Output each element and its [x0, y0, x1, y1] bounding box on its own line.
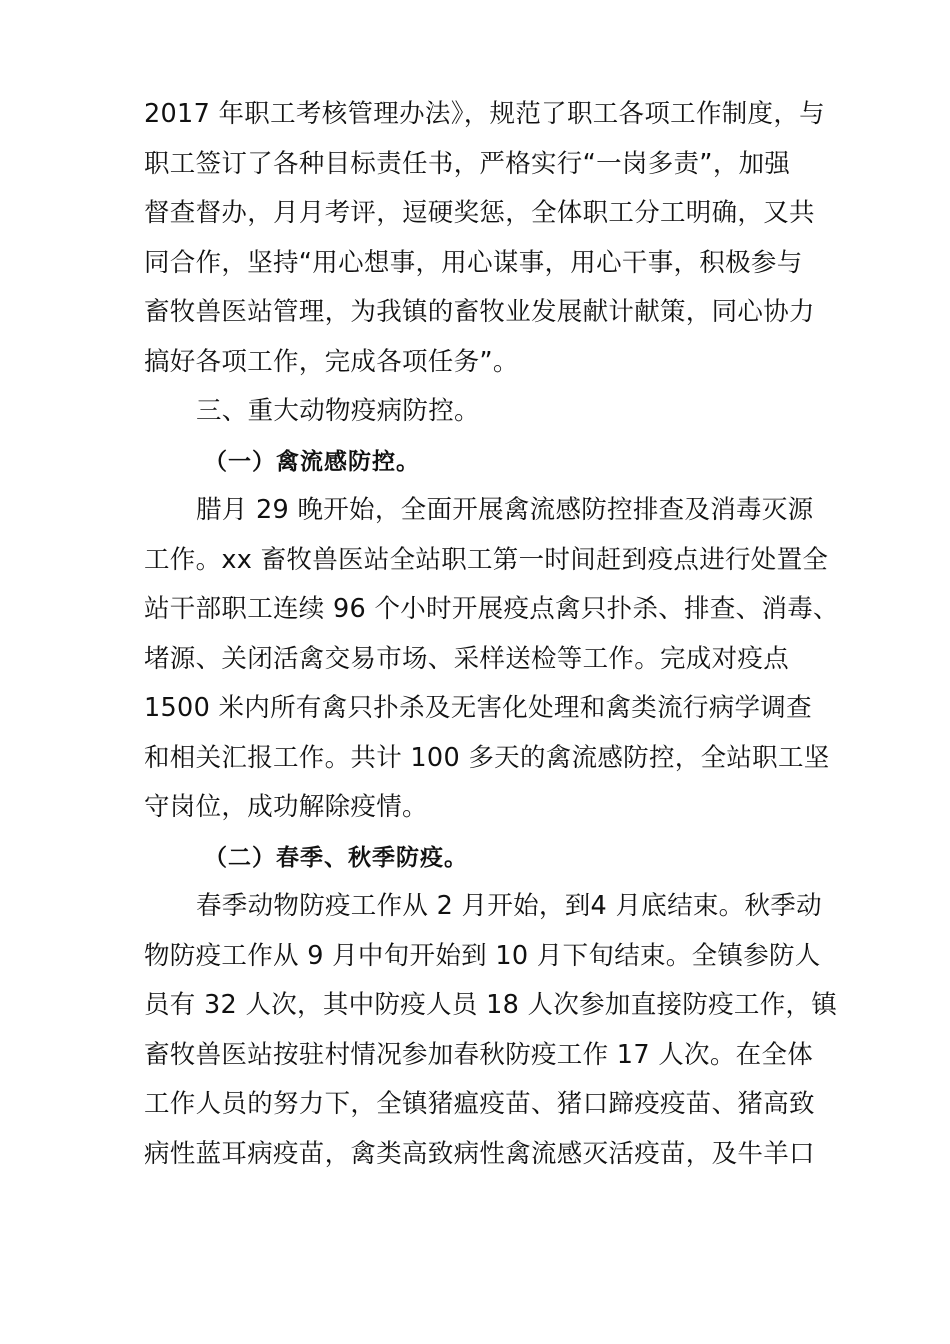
paragraph-line: 腊月 29 晚开始，全面开展禽流感防控排查及消毒灭源	[196, 495, 814, 525]
paragraph-line: 畜牧兽医站按驻村情况参加春秋防疫工作 17 人次。在全体	[144, 1039, 814, 1070]
paragraph-line: 和相关汇报工作。共计 100 多天的禽流感防控，全站职工坚	[144, 742, 830, 773]
document-body	[144, 90, 839, 1179]
subsection-title-seasonal: （二）春季、秋季防疫。	[204, 843, 468, 871]
paragraph-line: 春季动物防疫工作从 2 月开始，到4 月底结束。秋季动	[196, 891, 822, 921]
paragraph-seasonal-vaccination	[144, 882, 838, 1179]
section-title: 三、重大动物疫病防控。	[196, 396, 480, 426]
paragraph-line: 同合作，坚持“用心想事，用心谋事，用心干事，积极参与	[144, 247, 803, 278]
paragraph-line: 站干部职工连续 96 个小时开展疫点禽只扑杀、排查、消毒、	[144, 594, 839, 624]
paragraph-line: 病性蓝耳病疫苗，禽类高致病性禽流感灭活疫苗，及牛羊口	[144, 1138, 815, 1169]
subsection-title-avian-flu: （一）禽流感防控。	[204, 447, 420, 475]
paragraph-line: 督查督办，月月考评，逗硬奖惩，全体职工分工明确，又共	[144, 198, 815, 228]
paragraph-avian-flu	[144, 486, 839, 833]
paragraph-line: 1500 米内所有禽只扑杀及无害化处理和禽类流行病学调查	[144, 693, 812, 723]
paragraph-line: 2017 年职工考核管理办法》，规范了职工各项工作制度，与	[144, 99, 825, 129]
paragraph-line: 物防疫工作从 9 月中旬开始到 10 月下旬结束。全镇参防人	[144, 940, 821, 971]
paragraph-line: 工作人员的努力下，全镇猪瘟疫苗、猪口蹄疫疫苗、猪高致	[144, 1089, 815, 1119]
paragraph-line: 畜牧兽医站管理，为我镇的畜牧业发展献计献策，同心协力	[144, 297, 815, 327]
paragraph-line: 堵源、关闭活禽交易市场、采样送检等工作。完成对疫点	[144, 643, 790, 674]
paragraph-management	[144, 90, 825, 387]
paragraph-line: 工作。xx 畜牧兽医站全站职工第一时间赶到疫点进行处置全	[144, 544, 829, 575]
paragraph-line: 搞好各项工作，完成各项任务”。	[144, 346, 519, 377]
paragraph-line: 守岗位，成功解除疫情。	[144, 792, 428, 822]
paragraph-line: 员有 32 人次，其中防疫人员 18 人次参加直接防疫工作，镇	[144, 990, 838, 1020]
paragraph-line: 职工签订了各种目标责任书，严格实行“一岗多责”，加强	[144, 148, 791, 179]
